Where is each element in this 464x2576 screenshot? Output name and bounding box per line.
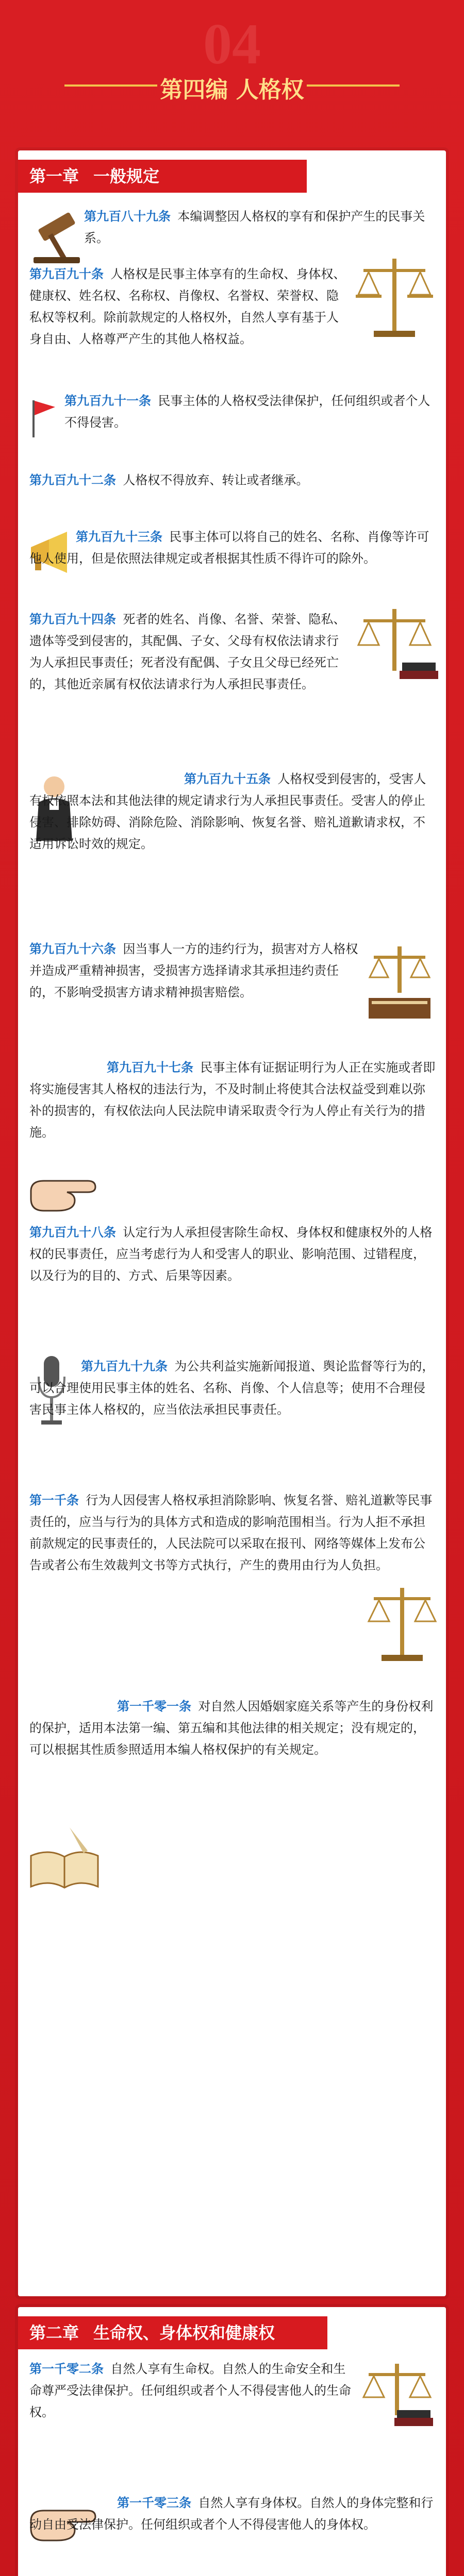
article-991 [64, 391, 436, 434]
article-text: 人格权受到侵害的，受害人有权依照本法和其他法律的规定请求行为人承担民事责任。受害人的停止侵害、排除妨碍、消除危险、消除影响、恢复名誉、赔礼道歉请求权，不适用诉讼时效的规定。 [29, 772, 426, 851]
article-text: 民事主体有证据证明行为人正在实施或者即将实施侵害其人格权的违法行为，不及时制止将使其合法权益受到难以弥补的损害的，有权依法向人民法院申请采取责令行为人停止有关行为的措施。 [29, 1061, 436, 1140]
scales-justice-icon [363, 1583, 441, 1665]
article-995 [29, 769, 437, 855]
article-998 [29, 1222, 437, 1287]
article-1000 [29, 1490, 437, 1577]
article-number: 第一千零一条 [117, 1700, 191, 1714]
article-text: 认定行为人承担侵害除生命权、身体权和健康权外的人格权的民事责任，应当考虑行为人和受害人的职业、影响范围、过错程度，以及行为的目的、方式、后果等因素。 [29, 1226, 433, 1283]
article-number: 第一千条 [29, 1494, 79, 1507]
scales-books-icon [353, 604, 441, 691]
gavel-icon [28, 210, 90, 266]
article-993 [29, 527, 437, 570]
article-number: 第一千零二条 [29, 2362, 104, 2376]
article-number: 第一千零三条 [117, 2496, 191, 2510]
chapter-1-name: 一般规定 [93, 167, 160, 185]
article-number: 第九百九十三条 [76, 530, 162, 544]
article-992 [29, 470, 437, 492]
article-text: 自然人享有生命权。自然人的生命安全和生命尊严受法律保护。任何组织或者个人不得侵害他人的生命权。 [29, 2362, 351, 2419]
scales-law-book-icon [363, 941, 436, 1024]
article-number: 第九百九十条 [29, 267, 104, 281]
header-banner [0, 0, 464, 139]
article-text: 死者的姓名、肖像、名誉、荣誉、隐私、遗体等受到侵害的，其配偶、子女、父母有权依法请求行为人承担民事责任；死者没有配偶、子女且父母已经死亡的，其他近亲属有权依法请求行为人承担民事责任。 [29, 613, 346, 691]
article-999 [29, 1356, 437, 1421]
pointing-hand-icon [26, 1160, 103, 1217]
article-1003 [29, 2493, 437, 2536]
article-1001 [29, 1696, 437, 1761]
article-number: 第九百九十一条 [64, 394, 151, 408]
article-text: 民事主体的人格权受法律保护，任何组织或者个人不得侵害。 [64, 394, 430, 430]
article-text: 自然人享有身体权。自然人的身体完整和行动自由受法律保护。任何组织或者个人不得侵害他人的身体权。 [29, 2496, 434, 2532]
scales-icon [353, 253, 436, 341]
article-number: 第九百九十四条 [29, 613, 116, 626]
flag-icon [28, 398, 59, 439]
article-text: 人格权不得放弃、转让或者继承。 [123, 473, 309, 487]
article-996 [29, 939, 359, 1004]
article-1002 [29, 2359, 354, 2424]
article-text: 因当事人一方的违约行为，损害对方人格权并造成严重精神损害，受损害方选择请求其承担违约责任的，不影响受损害方请求精神损害赔偿。 [29, 942, 358, 999]
chapter-2-card [18, 2307, 446, 2576]
part-number: 04 [203, 12, 261, 76]
article-text: 行为人因侵害人格权承担消除影响、恢复名誉、赔礼道歉等民事责任的，应当与行为的具体方式和造成的影响范围相当。行为人拒不承担前款规定的民事责任的，人民法院可以采取在报刊、网络等媒体上发布公告或者公布生效裁判文书等方式执行，产生的费用由行为人负担。 [29, 1494, 433, 1572]
chapter-1-label: 第一章 [29, 167, 79, 185]
article-number: 第九百九十八条 [29, 1226, 116, 1240]
article-number: 第九百九十七条 [107, 1061, 193, 1075]
article-number: 第九百九十五条 [184, 772, 271, 786]
chapter-2-label: 第二章 [29, 2324, 79, 2342]
article-number: 第九百九十六条 [29, 942, 116, 956]
article-text: 本编调整因人格权的享有和保护产生的民事关系。 [84, 210, 425, 245]
scales-books-icon [358, 2359, 436, 2436]
article-number: 第九百八十九条 [84, 210, 171, 224]
article-text: 民事主体可以将自己的姓名、名称、肖像等许可他人使用，但是依照法律规定或者根据其性质不得许可的除外。 [29, 530, 429, 566]
article-989 [84, 206, 435, 249]
article-997 [29, 1057, 437, 1144]
article-994 [29, 609, 349, 696]
chapter-2-name: 生命权、身体权和健康权 [93, 2324, 275, 2342]
open-book-quill-icon [26, 1825, 103, 1892]
chapter-1-heading [18, 160, 307, 193]
article-text: 为公共利益实施新闻报道、舆论监督等行为的，可以合理使用民事主体的姓名、名称、肖像、个人信息等；使用不合理侵害民事主体人格权的，应当依法承担民事责任。 [29, 1360, 435, 1417]
part-title: 第四编 人格权 [160, 77, 304, 103]
article-text: 人格权是民事主体享有的生命权、身体权、健康权、姓名权、名称权、肖像权、名誉权、荣誉权、隐私权等权利。除前款规定的人格权外，自然人享有基于人身自由、人格尊严产生的其他人格权益。 [29, 267, 346, 346]
article-990 [29, 264, 349, 350]
chapter-1-card [18, 150, 446, 2296]
article-number: 第九百九十二条 [29, 473, 116, 487]
article-number: 第九百九十九条 [81, 1360, 168, 1374]
article-text: 对自然人因婚姻家庭关系等产生的身份权利的保护，适用本法第一编、第五编和其他法律的相关规定；没有规定的，可以根据其性质参照适用本编人格权保护的有关规定。 [29, 1700, 434, 1757]
chapter-2-heading [18, 2316, 327, 2349]
